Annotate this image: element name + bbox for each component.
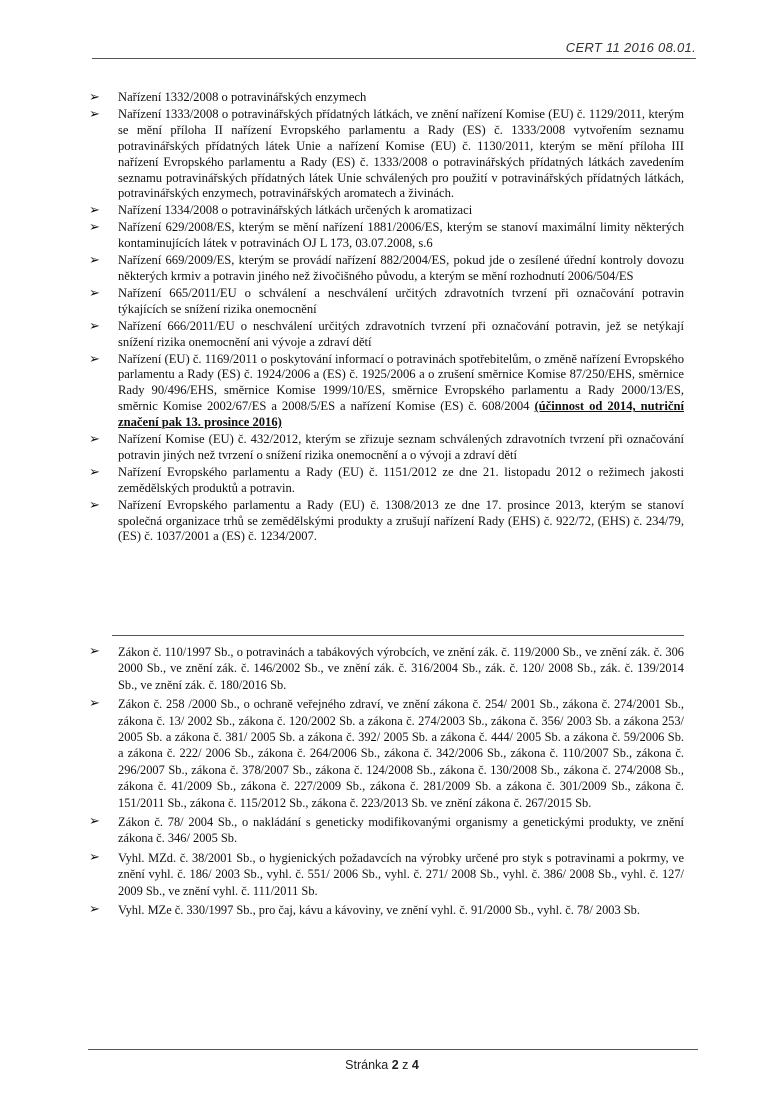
arrow-bullet-icon: ➢ — [89, 432, 100, 448]
list-item — [88, 90, 684, 106]
list-item — [88, 107, 684, 202]
list-item — [88, 814, 684, 847]
page-total: 4 — [411, 1058, 419, 1072]
regulation-text: Nařízení 666/2011/EU o neschválení určitých zdravotních tvrzení při označování potravin, jež se netýkají snížení rizika onemocnění ani vývoje a zdraví dětí — [118, 318, 684, 349]
arrow-bullet-icon: ➢ — [89, 464, 100, 480]
list-item — [88, 319, 684, 351]
regulation-text: Nařízení 669/2009/ES, kterým se provádí nařízení 882/2004/ES, pokud jde o zesílené úřední kontroly dovozu některých krmiv a potravin jiného než živočišného původu, a kterým se mění rozhodnutí 2006/504/ES — [118, 253, 684, 283]
list-item — [88, 902, 684, 918]
arrow-bullet-icon: ➢ — [89, 203, 100, 219]
law-text: Vyhl. MZd. č. 38/2001 Sb., o hygienických požadavcích na výrobky určené pro styk s potravinami a pokrmy, ve znění vyhl. č. 186/ 2003 Sb., vyhl. č. 551/ 2006 Sb., vyhl. č. 271/ 2008 Sb., vyhl. č. 386/ 2008 Sb., vyhl. č. 127/ 2009 Sb., ve znění vyhl. č. 111/2011 Sb. — [118, 850, 684, 898]
laws-list — [88, 644, 684, 922]
list-item — [88, 696, 684, 811]
arrow-bullet-icon: ➢ — [89, 90, 100, 105]
arrow-bullet-icon: ➢ — [89, 814, 100, 830]
arrow-bullet-icon: ➢ — [89, 849, 100, 865]
law-text: Vyhl. MZe č. 330/1997 Sb., pro čaj, kávu a kávoviny, ve znění vyhl. č. 91/2000 Sb., vyhl. č. 78/ 2003 Sb. — [118, 903, 640, 918]
list-item — [88, 253, 684, 285]
arrow-bullet-icon: ➢ — [89, 220, 100, 236]
list-item — [88, 286, 684, 318]
regulation-text: Nařízení 1332/2008 o potravinářských enzymech — [118, 90, 367, 104]
arrow-bullet-icon: ➢ — [89, 285, 100, 301]
arrow-bullet-icon: ➢ — [89, 351, 100, 367]
regulation-text: Nařízení Evropského parlamentu a Rady (EU) č. 1151/2012 ze dne 21. listopadu 2012 o režimech jakosti zemědělských produktů a potravin. — [118, 464, 684, 495]
list-item — [88, 644, 684, 693]
arrow-bullet-icon: ➢ — [89, 644, 100, 659]
arrow-bullet-icon: ➢ — [89, 253, 100, 269]
header-rule — [92, 58, 696, 59]
section-divider — [112, 635, 684, 636]
regulation-text: Nařízení 629/2008/ES, kterým se mění nařízení 1881/2006/ES, kterým se stanoví maximální limity některých kontaminujících látek v potravinách OJ L 173, 03.07.2008, s.6 — [118, 220, 684, 251]
list-item — [88, 850, 684, 899]
arrow-bullet-icon: ➢ — [89, 497, 100, 513]
list-item — [88, 498, 684, 546]
regulation-text: Nařízení Evropského parlamentu a Rady (EU) č. 1308/2013 ze dne 17. prosince 2013, kterým se stanoví společná organizace trhů se zemědělskými produkty a zrušují nařízení Rady (EHS) č. 922/72, (EHS) č. 234/79, (ES) č. 1037/2001 a (ES) č. 1234/2007. — [118, 497, 684, 544]
regulations-list — [88, 90, 684, 546]
page-footer — [0, 1058, 764, 1072]
law-text: Zákon č. 78/ 2004 Sb., o nakládání s geneticky modifikovanými organismy a genetickými produkty, ve znění zákona č. 346/ 2005 Sb. — [118, 815, 684, 846]
list-item — [88, 465, 684, 497]
list-item — [88, 352, 684, 432]
list-item — [88, 432, 684, 464]
effective-date-note: (účinnost od 2014, nutriční značení pak 13. prosince 2016) — [118, 399, 684, 430]
footer-label: Stránka — [345, 1058, 389, 1072]
arrow-bullet-icon: ➢ — [89, 106, 100, 122]
page-number: 2 — [391, 1058, 399, 1072]
list-item — [88, 220, 684, 252]
arrow-bullet-icon: ➢ — [89, 696, 100, 712]
arrow-bullet-icon: ➢ — [89, 902, 100, 918]
regulation-text: Nařízení Komise (EU) č. 432/2012, kterým se zřizuje seznam schválených zdravotních tvrzení při označování potravin jiných než tvrzení o snížení rizika onemocnění a o vývoji a zdraví dětí — [118, 432, 684, 462]
arrow-bullet-icon: ➢ — [89, 318, 100, 334]
law-text: Zákon č. 258 /2000 Sb., o ochraně veřejného zdraví, ve znění zákona č. 254/ 2001 Sb., zákona č. 274/2001 Sb., zákona č. 13/ 2002 Sb., zákona č. 120/2002 Sb. a zákona č. 274/2003 Sb., zákona č. 356/ 2003 Sb. a zákona 253/ 2005 Sb. a zákona č. 381/ 2005 Sb. a zákona č. 392/ 2005 Sb. a zákona č. 444/ 2005 Sb. a zákona č. 59/2006 Sb. a zákona č. 222/ 2006 Sb., zákona č. 264/2006 Sb., zákona č. 342/2006 Sb., zákona č. 110/2007 Sb., zákona č. 296/2007 Sb., zákona č. 378/2007 Sb., zákona č. 124/2008 Sb., zákona č. 130/2008 Sb., zákona č. 274/2008 Sb., zákona č. 41/2009 Sb., zákona č. 227/2009 Sb., zákona č. 281/2009 Sb. a zákona č. 301/2009 Sb., zákona č. 151/2011 Sb., zákona č. 115/2012 Sb., zákona č. 223/2013 Sb. ve znění zákona č. 267/2015 Sb. — [118, 697, 684, 810]
regulation-text: Nařízení 1333/2008 o potravinářských přídatných látkách, ve znění nařízení Komise (EU) č. 1129/2011, kterým se mění příloha II nařízení Evropského parlamentu a Rady (ES) č. 1333/2008 vytvořením seznamu potravinářských přídatných látek Unie a nařízení Komise (EU) č. 1130/2011, kterým se mění příloha III nařízení Evropského parlamentu a Rady (ES) č. 1333/2008 o potravinářských přídatných látkách zavedením seznamu potravinářských přídatných látek Unie schválených pro použití v potravinářských přídatných látkách, potravinářských enzymech, potravinářských aromatech a živinách. — [118, 106, 684, 201]
list-item — [88, 203, 684, 219]
regulation-text: Nařízení 1334/2008 o potravinářských látkách určených k aromatizaci — [118, 203, 473, 218]
document-code: CERT 11 2016 08.01. — [565, 40, 696, 55]
regulation-text: Nařízení 665/2011/EU o schválení a neschválení určitých zdravotních tvrzení při označování potravin týkajících se snížení rizika onemocnění — [118, 285, 684, 316]
footer-sep: z — [402, 1058, 409, 1072]
regulation-text: Nařízení (EU) č. 1169/2011 o poskytování informací o potravinách spotřebitelům, o změně nařízení Evropského parlamentu a Rady (ES) č. 1924/2006 a (ES) č. 1925/2006 a o zrušení směrnice Komise 87/250/EHS, směrnice Rady 90/496/EHS, směrnice Komise 1999/10/ES, směrnice Evropského parlamentu a Rady 2000/13/ES, směrnic Komise 2002/67/ES a 2008/5/ES a nařízení Komise (ES) č. 608/2004 — [118, 351, 684, 414]
law-text: Zákon č. 110/1997 Sb., o potravinách a tabákových výrobcích, ve znění zák. č. 119/2000 Sb., ve znění zák. č. 306 2000 Sb., ve znění zák. č. 146/2002 Sb., ve znění zák. č. 316/2004 Sb., zák. č. 120/ 2008 Sb., zák. č. 139/2014 Sb., ve znění zák. č. 180/2016 Sb. — [118, 645, 684, 692]
footer-rule — [88, 1049, 698, 1050]
